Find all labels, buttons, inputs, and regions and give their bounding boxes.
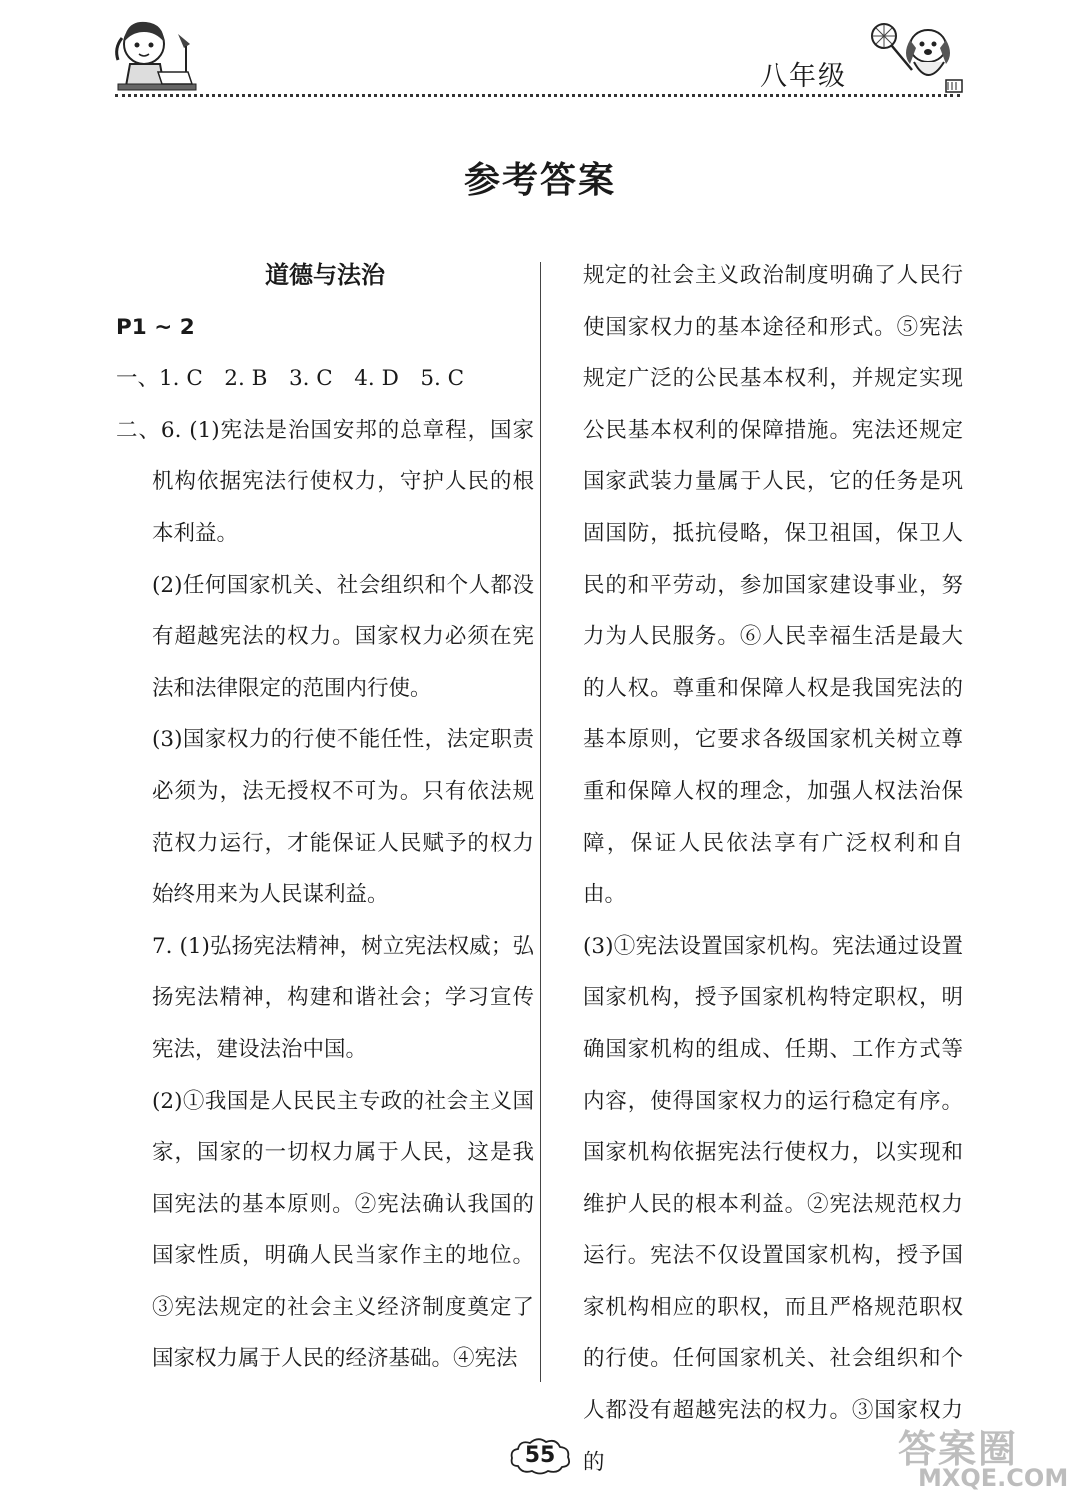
left-column xyxy=(116,250,534,1385)
answer-paragraph: 7. (1)弘扬宪法精神，树立宪法权威；弘扬宪法精神，构建和谐社会；学习宣传宪法，建设法治中国。 xyxy=(152,933,534,1062)
answer-paragraph: (3)国家权力的行使不能任性，法定职责必须为，法无授权不可为。只有依法规范权力运行，才能保证人民赋予的权力始终用来为人民谋利益。 xyxy=(152,727,534,908)
header-divider xyxy=(115,94,960,97)
site-watermark xyxy=(898,1418,1068,1494)
watermark-title: 答案圈 xyxy=(898,1427,1019,1471)
answer-paragraph: 一、1. C 2. B 3. C 4. D 5. C xyxy=(116,366,465,392)
page-title: 参考答案 xyxy=(463,160,616,201)
page-number: 55 xyxy=(524,1443,556,1468)
answer-paragraph: (2)任何国家机关、社会组织和个人都没有超越宪法的权力。国家权力必须在宪法和法律限定的范围内行使。 xyxy=(152,572,534,701)
dog-with-net-icon xyxy=(868,14,968,100)
page-number-badge xyxy=(508,1436,572,1476)
answer-paragraph: (2)①我国是人民民主专政的社会主义国家，国家的一切权力属于人民，这是我国宪法的基本原则。②宪法确认我国的国家性质，明确人民当家作主的地位。③宪法规定的社会主义经济制度奠定了国家权力属于人民的经济基础。④宪法 xyxy=(152,1088,534,1372)
page-header xyxy=(0,0,1080,110)
girl-studying-icon xyxy=(108,14,198,100)
watermark-url: MXQE.COM xyxy=(918,1464,1069,1492)
subject-heading: 道德与法治 xyxy=(265,261,385,289)
right-column xyxy=(583,250,963,1488)
answer-paragraph: 二、6. (1)宪法是治国安邦的总章程，国家机构依据宪法行使权力，守护人民的根本利益。 xyxy=(116,417,534,546)
answer-paragraph: 规定的社会主义政治制度明确了人民行使国家权力的基本途径和形式。⑤宪法规定广泛的公民基本权利，并规定实现公民基本权利的保障措施。宪法还规定国家武装力量属于人民，它的任务是巩固国防，抵抗侵略，保卫祖国，保卫人民的和平劳动，参加国家建设事业，努力为人民服务。⑥人民幸福生活是最大的人权。尊重和保障人权是我国宪法的基本原则，它要求各级国家机关树立尊重和保障人权的理念，加强人权法治保障，保证人民依法享有广泛权利和自由。 xyxy=(583,263,963,908)
column-divider xyxy=(540,262,541,1382)
page-range-label: P1 ~ 2 xyxy=(116,314,195,340)
answer-paragraph: (3)①宪法设置国家机构。宪法通过设置国家机构，授予国家机构特定职权，明确国家机构的组成、任期、工作方式等内容，使得国家权力的运行稳定有序。国家机构依据宪法行使权力，以实现和维护人民的根本利益。②宪法规范权力运行。宪法不仅设置国家机构，授予国家机构相应的职权，而且严格规范职权的行使。任何国家机关、社会组织和个人都没有超越宪法的权力。③国家权力的 xyxy=(583,933,963,1475)
grade-label: 八年级 xyxy=(760,61,847,92)
